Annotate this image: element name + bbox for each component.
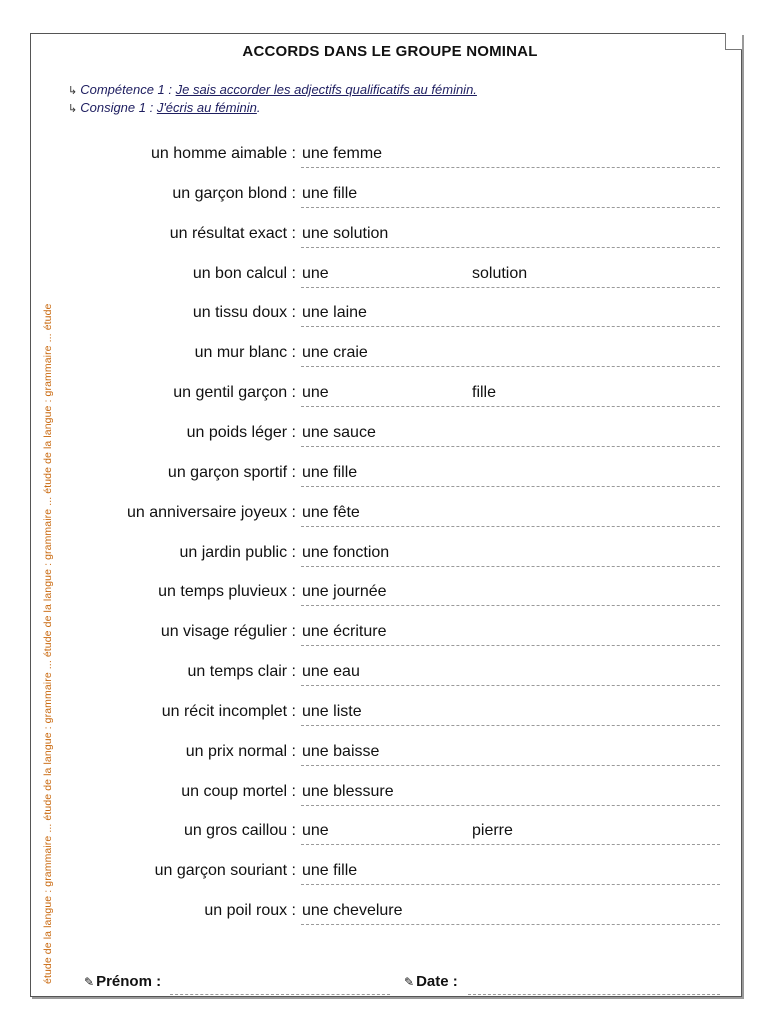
masculine-phrase: un garçon blond : [172, 184, 296, 202]
answer-line[interactable] [301, 902, 720, 925]
exercise-row [0, 783, 768, 807]
consigne-line [68, 100, 260, 115]
exercise-row [0, 583, 768, 607]
competence-text: Je sais accorder les adjectifs qualificatifs au féminin. [175, 82, 477, 97]
exercise-row [0, 384, 768, 408]
exercise-row [0, 304, 768, 328]
pin-icon: ✎ [84, 975, 95, 989]
prenom-input-line[interactable] [170, 994, 390, 995]
feminine-start: une liste [302, 702, 362, 720]
exercise-row [0, 145, 768, 169]
exercise-row [0, 225, 768, 249]
answer-line[interactable] [301, 145, 720, 168]
competence-prefix: Compétence 1 : [80, 82, 176, 97]
masculine-phrase: un mur blanc : [194, 344, 296, 362]
answer-line[interactable] [301, 583, 720, 606]
answer-line[interactable] [301, 822, 720, 845]
answer-line[interactable] [301, 504, 720, 527]
masculine-phrase: un gentil garçon : [173, 384, 296, 402]
feminine-noun: pierre [472, 822, 513, 840]
answer-line[interactable] [301, 185, 720, 208]
exercise-row [0, 862, 768, 886]
masculine-phrase: un bon calcul : [192, 264, 296, 282]
masculine-phrase: un poids léger : [186, 423, 296, 441]
exercise-row [0, 504, 768, 528]
answer-line[interactable] [301, 862, 720, 885]
exercise-row [0, 344, 768, 368]
masculine-phrase: un poil roux : [204, 902, 296, 920]
feminine-start: une écriture [302, 623, 387, 641]
exercise-row [0, 544, 768, 568]
consigne-suffix: . [256, 100, 261, 115]
masculine-phrase: un temps clair : [187, 663, 296, 681]
arrow-icon: ↳ [68, 85, 78, 97]
answer-line[interactable] [301, 464, 720, 487]
feminine-start: une craie [302, 344, 368, 362]
prenom-label: Prénom : [96, 973, 162, 990]
masculine-phrase: un gros caillou : [183, 822, 296, 840]
feminine-start: une fille [302, 862, 358, 880]
prenom-field [84, 973, 161, 990]
feminine-noun: fille [472, 384, 497, 402]
feminine-start: une [302, 264, 329, 282]
masculine-phrase: un coup mortel : [181, 782, 296, 800]
masculine-phrase: un garçon sportif : [167, 463, 296, 481]
date-input-line[interactable] [468, 994, 720, 995]
feminine-start: une baisse [302, 742, 380, 760]
masculine-phrase: un homme aimable : [151, 145, 296, 162]
date-label: Date : [416, 973, 458, 990]
feminine-start: une fille [302, 463, 358, 481]
masculine-phrase: un garçon souriant : [154, 862, 296, 880]
exercise-row [0, 743, 768, 767]
feminine-start: une solution [302, 224, 389, 242]
feminine-start: une chevelure [302, 902, 403, 920]
exercise-row [0, 185, 768, 209]
exercise-row [0, 902, 768, 926]
masculine-phrase: un récit incomplet : [161, 702, 296, 720]
answer-line[interactable] [301, 623, 720, 646]
exercise-row [0, 703, 768, 727]
feminine-start: une blessure [302, 782, 394, 800]
feminine-start: une fille [302, 184, 358, 202]
exercise-row [0, 265, 768, 289]
consigne-prefix: Consigne 1 : [80, 100, 157, 115]
masculine-phrase: un anniversaire joyeux : [127, 503, 296, 521]
feminine-start: une fête [302, 503, 360, 521]
pin-icon: ✎ [404, 975, 415, 989]
feminine-start: une femme [302, 145, 383, 162]
exercise-row [0, 464, 768, 488]
answer-line[interactable] [301, 703, 720, 726]
masculine-phrase: un résultat exact : [169, 224, 296, 242]
page-fold-corner [725, 33, 742, 50]
answer-line[interactable] [301, 225, 720, 248]
exercise-row [0, 424, 768, 448]
answer-line[interactable] [301, 663, 720, 686]
answer-line[interactable] [301, 783, 720, 806]
feminine-start: une [302, 384, 329, 402]
sidebar-text: étude de la langue : grammaire ... étude de la langue : grammaire ... étude de la langue : grammaire ... étude de la langue : grammaire ... étude [42, 303, 54, 984]
feminine-noun: solution [472, 264, 528, 282]
masculine-phrase: un jardin public : [179, 543, 296, 561]
exercise-row [0, 623, 768, 647]
feminine-start: une [302, 822, 329, 840]
consigne-text: J'écris au féminin [156, 100, 257, 115]
feminine-start: une journée [302, 583, 387, 601]
competence-line [68, 82, 477, 97]
masculine-phrase: un temps pluvieux : [158, 583, 296, 601]
page-title: ACCORDS DANS LE GROUPE NOMINAL [242, 43, 538, 60]
masculine-phrase: un prix normal : [185, 742, 296, 760]
feminine-start: une eau [302, 663, 360, 681]
feminine-start: une laine [302, 304, 367, 322]
exercise-row [0, 663, 768, 687]
feminine-start: une sauce [302, 423, 376, 441]
arrow-icon: ↳ [68, 103, 78, 115]
answer-line[interactable] [301, 424, 720, 447]
date-field [404, 973, 458, 990]
feminine-start: une fonction [302, 543, 390, 561]
answer-line[interactable] [301, 743, 720, 766]
exercise-row [0, 822, 768, 846]
answer-line[interactable] [301, 265, 720, 288]
answer-line[interactable] [301, 304, 720, 327]
masculine-phrase: un visage régulier : [160, 623, 296, 641]
answer-line[interactable] [301, 384, 720, 407]
masculine-phrase: un tissu doux : [192, 304, 296, 322]
answer-line[interactable] [301, 544, 720, 567]
answer-line[interactable] [301, 344, 720, 367]
